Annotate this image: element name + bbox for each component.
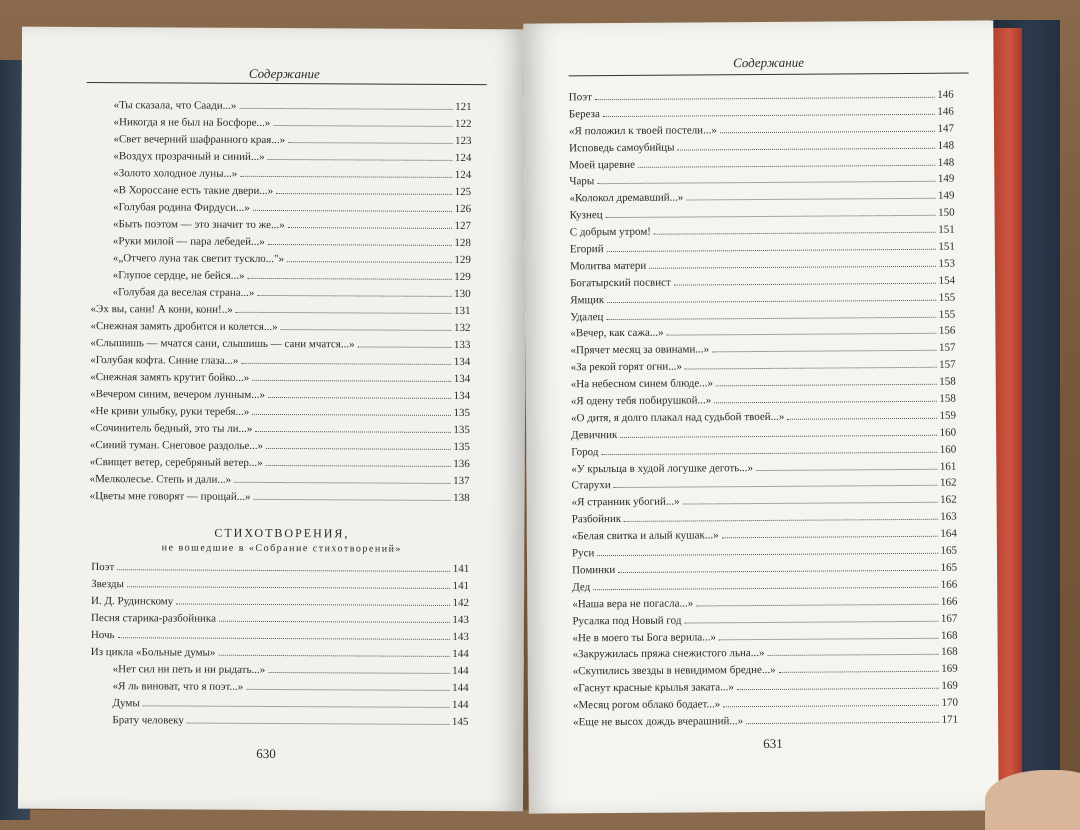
entry-title: Ямщик	[570, 293, 605, 307]
dot-leader	[266, 447, 450, 450]
dot-leader	[756, 467, 937, 470]
entry-title: «Слышишь — мчатся сани, слышишь — сани мчатся...»	[90, 337, 355, 351]
entry-title: «Мелколесье. Степь и дали...»	[89, 473, 232, 486]
entry-title: Егорий	[569, 243, 604, 256]
entry-title: Звезды	[91, 578, 124, 591]
entry-title: «„Отчего луна так светит тускло..."»	[112, 252, 285, 266]
entry-title: Поэт	[568, 91, 592, 104]
entry-title: «Голубая кофта. Синие глаза...»	[90, 354, 239, 367]
entry-page-number: 125	[454, 185, 472, 199]
contents-entry	[91, 561, 469, 580]
entry-page-number: 151	[938, 240, 955, 253]
entry-title: «Еще не высох дождь вчерашний...»	[573, 715, 744, 729]
dot-leader	[720, 130, 935, 133]
entry-page-number: 124	[454, 151, 472, 165]
entry-page-number: 134	[453, 355, 471, 369]
entry-title: Моей царевне	[569, 158, 636, 171]
entry-title: Брату человеку	[112, 714, 184, 727]
entry-page-number: 128	[454, 236, 471, 250]
contents-entry	[91, 201, 471, 220]
entry-title: Думы	[112, 697, 140, 710]
dot-leader	[268, 396, 451, 399]
entry-page-number: 170	[941, 696, 959, 709]
entry-page-number: 149	[937, 173, 955, 186]
dot-leader	[266, 464, 451, 467]
dot-leader	[737, 687, 939, 690]
entry-page-number: 143	[452, 630, 469, 644]
entry-title: Богатырский посвист	[570, 276, 671, 290]
entry-title: Исповедь самоубийцы	[569, 141, 675, 155]
entry-title: «Вечером синим, вечером лунным...»	[90, 388, 266, 401]
dot-leader	[257, 294, 451, 297]
entry-title: Из цикла «Больные думы»	[90, 646, 216, 659]
dot-leader	[607, 298, 936, 302]
entry-page-number: 138	[453, 491, 470, 505]
entry-title: «Гаснут красные крылья заката...»	[572, 681, 734, 695]
dot-leader	[252, 379, 450, 382]
entry-title: Удалец	[570, 310, 604, 323]
entry-title: «Снежная замять дробится и колется...»	[90, 320, 278, 334]
entry-title: «За рекой горят огни...»	[570, 360, 683, 374]
entry-page-number: 135	[453, 423, 470, 437]
entry-page-number: 168	[941, 646, 958, 659]
dot-leader	[246, 688, 449, 691]
entry-page-number: 141	[452, 562, 470, 576]
dot-leader	[787, 417, 936, 420]
entry-title: «Наша вера не погасла...»	[572, 597, 694, 611]
contents-entry	[91, 680, 469, 699]
entry-page-number: 160	[939, 443, 957, 456]
entry-page-number: 158	[939, 392, 956, 405]
entry-title: С добрым утром!	[569, 225, 651, 239]
entry-page-number: 145	[451, 715, 469, 729]
contents-entry	[90, 422, 470, 441]
dot-leader	[240, 175, 452, 178]
dot-leader	[620, 434, 936, 438]
entry-title: «Ты сказала, что Саади...»	[113, 99, 237, 112]
entry-title: Ночь	[90, 629, 115, 642]
entry-page-number: 146	[937, 88, 954, 101]
entry-page-number: 163	[940, 510, 957, 524]
dot-leader	[746, 721, 938, 724]
dot-leader	[624, 518, 937, 522]
entry-page-number: 166	[940, 578, 958, 591]
entry-title: «Никогда я не был на Босфоре...»	[113, 116, 271, 129]
entry-page-number: 149	[937, 189, 955, 203]
dot-leader	[601, 450, 936, 454]
dot-leader	[268, 243, 452, 246]
dot-leader	[276, 192, 452, 195]
contents-entry	[90, 439, 470, 458]
entry-title: Поэт	[91, 561, 115, 574]
entry-page-number: 137	[453, 474, 470, 488]
contents-entry	[573, 714, 958, 734]
entry-page-number: 165	[940, 544, 957, 557]
entry-title: «Закружилась пряжа снежистого льна...»	[572, 647, 765, 661]
dot-leader	[252, 413, 450, 416]
contents-entry	[90, 337, 470, 356]
page-number: 630	[256, 745, 276, 762]
entry-title: Песня старика-разбойника	[90, 612, 217, 625]
right-page	[523, 20, 999, 813]
entry-page-number: 169	[941, 662, 958, 676]
dot-leader	[618, 569, 937, 573]
dot-leader	[649, 265, 935, 269]
entry-title: «Я одену тебя побирушкой...»	[570, 394, 712, 408]
entry-title: «Свет вечерний шафранного края...»	[113, 133, 286, 147]
dot-leader	[667, 332, 936, 336]
dot-leader	[288, 141, 452, 144]
contents-entry	[91, 629, 469, 648]
contents-entry	[91, 235, 471, 254]
entry-page-number: 129	[454, 253, 471, 267]
entry-title: «Не криви улыбку, руки теребя...»	[90, 405, 250, 418]
running-header: Содержание	[733, 54, 805, 71]
dot-leader	[714, 400, 936, 404]
contents-entry	[91, 150, 471, 169]
dot-leader	[654, 231, 935, 235]
entry-page-number: 168	[940, 629, 958, 642]
entry-page-number: 124	[454, 168, 472, 182]
entry-page-number: 144	[452, 647, 469, 661]
entry-title: «Белая свитка и алый кушак...»	[571, 529, 719, 543]
entry-title: Кузнец	[569, 209, 603, 222]
dot-leader	[614, 484, 937, 488]
dot-leader	[768, 653, 939, 656]
entry-title: «Сочинитель бедный, это ты ли...»	[89, 422, 253, 435]
entry-page-number: 143	[452, 613, 469, 627]
entry-title: Город	[571, 445, 599, 459]
entry-title: «Вечер, как сажа...»	[570, 327, 664, 340]
entry-title: «Золото холодное луны...»	[113, 167, 238, 180]
contents-entry	[91, 612, 469, 631]
entry-page-number: 144	[452, 681, 469, 695]
entry-title: «У крыльца в худой логушке деготь...»	[571, 461, 754, 475]
entry-title: Береза	[568, 108, 600, 121]
entry-page-number: 167	[940, 612, 958, 625]
entry-page-number: 169	[941, 679, 958, 692]
entry-title: Разбойник	[571, 513, 622, 526]
dot-leader	[683, 501, 937, 505]
entry-page-number: 134	[453, 372, 471, 386]
entry-title: «Голубая родина Фирдуси...»	[113, 201, 250, 214]
dot-leader	[696, 602, 938, 606]
dot-leader	[281, 328, 451, 331]
dot-leader	[597, 180, 935, 184]
contents-entry	[90, 371, 470, 390]
contents-entry	[90, 714, 468, 733]
entry-page-number: 157	[938, 341, 956, 355]
contents-list	[90, 99, 472, 509]
header-rule	[569, 73, 969, 77]
contents-entry	[90, 354, 470, 373]
entry-title: «Свищет ветер, серебряный ветер...»	[89, 456, 263, 469]
dot-leader	[273, 124, 452, 127]
entry-title: «Руки милой — пара лебедей...»	[112, 235, 265, 248]
entry-title: «Я положил к твоей постели...»	[568, 124, 717, 138]
entry-page-number: 159	[939, 409, 957, 422]
contents-entry	[91, 116, 471, 135]
contents-entry	[90, 490, 470, 509]
entry-page-number: 144	[452, 664, 469, 678]
dot-leader	[719, 636, 938, 640]
contents-entry	[92, 99, 472, 118]
dot-leader	[685, 366, 936, 370]
dot-leader	[593, 586, 938, 590]
entry-page-number: 147	[937, 122, 955, 135]
dot-leader	[117, 568, 449, 572]
entry-page-number: 150	[938, 206, 955, 219]
dot-leader	[606, 315, 935, 319]
entry-page-number: 127	[454, 219, 472, 233]
entry-page-number: 166	[940, 595, 958, 608]
entry-title: «Цветы мне говорят — прощай...»	[89, 490, 251, 503]
entry-title: «Синий туман. Снеговое раздолье...»	[89, 439, 264, 452]
entry-page-number: 146	[937, 105, 954, 118]
dot-leader	[127, 585, 450, 589]
entry-page-number: 126	[454, 202, 472, 216]
dot-leader	[187, 722, 449, 725]
section-contents-list	[90, 561, 469, 733]
contents-entry	[90, 388, 470, 407]
entry-title: «Не в моего ты Бога верила...»	[572, 630, 716, 644]
entry-title: «Снежная замять крутит бойко...»	[90, 371, 250, 384]
contents-entry	[90, 473, 470, 492]
dot-leader	[253, 209, 452, 212]
entry-page-number: 144	[451, 698, 469, 712]
dot-leader	[712, 349, 936, 353]
contents-entry	[91, 595, 469, 614]
entry-title: «Нет сил ни петь и ни рыдать...»	[112, 663, 266, 676]
section-title: СТИХОТВОРЕНИЯ,	[214, 525, 350, 541]
dot-leader	[118, 636, 450, 640]
dot-leader	[218, 654, 449, 657]
entry-title: Старухи	[571, 479, 611, 492]
dot-leader	[143, 704, 449, 708]
dot-leader	[234, 481, 450, 484]
dot-leader	[603, 113, 935, 117]
dot-leader	[606, 214, 935, 218]
entry-title: Девичник	[571, 428, 618, 442]
entry-page-number: 171	[941, 713, 959, 726]
dot-leader	[595, 96, 934, 100]
entry-page-number: 131	[454, 304, 471, 318]
dot-leader	[268, 158, 452, 161]
dot-leader	[678, 146, 935, 150]
dot-leader	[684, 619, 937, 623]
entry-title: Руси	[571, 547, 595, 560]
contents-entry	[90, 405, 470, 424]
dot-leader	[597, 552, 937, 556]
entry-page-number: 132	[453, 321, 471, 335]
entry-title: Поминки	[572, 563, 616, 577]
entry-page-number: 151	[938, 223, 955, 236]
entry-page-number: 164	[940, 527, 957, 540]
contents-entry	[91, 663, 469, 682]
entry-page-number: 129	[454, 270, 471, 284]
entry-title: «Воздух прозрачный и синий...»	[113, 150, 265, 163]
dot-leader	[723, 704, 938, 708]
entry-page-number: 153	[938, 257, 955, 270]
dot-leader	[219, 620, 449, 623]
dot-leader	[236, 311, 451, 314]
dot-leader	[241, 362, 450, 365]
entry-page-number: 160	[939, 426, 957, 439]
dot-leader	[716, 383, 936, 387]
contents-entry	[91, 646, 469, 665]
entry-title: «На небесном синем блюде...»	[570, 377, 713, 391]
entry-page-number: 122	[455, 117, 472, 131]
entry-title: «Я ль виноват, что я поэт...»	[112, 680, 244, 693]
contents-entry	[90, 456, 470, 475]
dot-leader	[674, 282, 936, 286]
entry-page-number: 156	[938, 325, 956, 338]
entry-page-number: 135	[453, 440, 470, 454]
contents-entry	[91, 303, 471, 322]
dot-leader	[686, 197, 935, 201]
entry-page-number: 154	[938, 274, 956, 287]
entry-title: «Я странник убогий...»	[571, 495, 680, 509]
dot-leader	[722, 535, 938, 539]
entry-title: «Скупились звезды в невидимом бредне...»	[572, 664, 776, 678]
dot-leader	[607, 248, 936, 252]
dot-leader	[638, 163, 935, 167]
entry-page-number: 162	[939, 477, 957, 490]
contents-entry	[91, 578, 469, 597]
contents-entry	[91, 133, 471, 152]
dot-leader	[254, 498, 451, 501]
dot-leader	[288, 226, 452, 229]
entry-title: «Голубая да веселая страна...»	[112, 286, 255, 299]
contents-entry	[91, 269, 471, 288]
entry-page-number: 142	[452, 596, 470, 610]
entry-page-number: 130	[454, 287, 471, 301]
entry-title: «Быть поэтом — это значит то же...»	[112, 218, 285, 232]
page-number: 631	[763, 735, 783, 751]
contents-entry	[91, 184, 471, 203]
entry-page-number: 134	[453, 389, 471, 403]
running-header: Содержание	[248, 65, 320, 82]
entry-title: «Глупое сердце, не бейся...»	[112, 269, 245, 282]
entry-title: Русалка под Новый год	[572, 614, 682, 627]
entry-page-number: 148	[937, 156, 955, 169]
entry-page-number: 141	[452, 579, 470, 593]
entry-title: Чары	[569, 175, 595, 188]
entry-page-number: 157	[939, 358, 956, 372]
entry-page-number: 121	[455, 100, 472, 114]
contents-entry	[91, 252, 471, 271]
section-subtitle: не вошедшие в «Собрание стихотворений»	[161, 542, 402, 555]
entry-title: «Колокол дремавший...»	[569, 191, 684, 205]
entry-title: И. Д. Рудинскому	[91, 595, 174, 608]
dot-leader	[287, 260, 451, 263]
entry-title: «Эх вы, сани! А кони, кони!..»	[90, 303, 233, 316]
entry-page-number: 162	[940, 494, 957, 507]
dot-leader	[779, 670, 939, 673]
entry-page-number: 165	[940, 561, 958, 574]
entry-page-number: 148	[937, 139, 955, 152]
entry-title: «Прячет месяц за овинами...»	[570, 343, 710, 357]
contents-entry	[91, 167, 471, 186]
entry-title: Молитва матери	[569, 259, 647, 273]
entry-page-number: 136	[453, 457, 470, 471]
contents-entry	[90, 320, 470, 339]
entry-page-number: 155	[938, 291, 956, 304]
dot-leader	[239, 107, 452, 110]
dot-leader	[268, 671, 449, 674]
entry-page-number: 133	[453, 338, 471, 352]
dot-leader	[255, 430, 450, 433]
entry-title: Дед	[572, 581, 591, 594]
contents-entry	[91, 286, 471, 305]
entry-title: «Месяц рогом облако бодает...»	[572, 698, 721, 712]
contents-entry	[90, 697, 468, 716]
contents-entry	[91, 218, 471, 237]
entry-title: «О дитя, я долго плакал над судьбой твоей...»	[570, 410, 785, 425]
entry-page-number: 161	[939, 460, 957, 473]
entry-page-number: 123	[454, 134, 472, 148]
contents-list	[569, 89, 958, 734]
dot-leader	[176, 602, 449, 605]
entry-page-number: 158	[939, 375, 956, 388]
dot-leader	[358, 345, 451, 347]
dot-leader	[247, 277, 451, 280]
entry-page-number: 155	[938, 308, 956, 321]
entry-title: «В Хороссане есть такие двери...»	[113, 184, 274, 198]
left-page	[18, 27, 527, 812]
entry-page-number: 135	[453, 406, 471, 420]
